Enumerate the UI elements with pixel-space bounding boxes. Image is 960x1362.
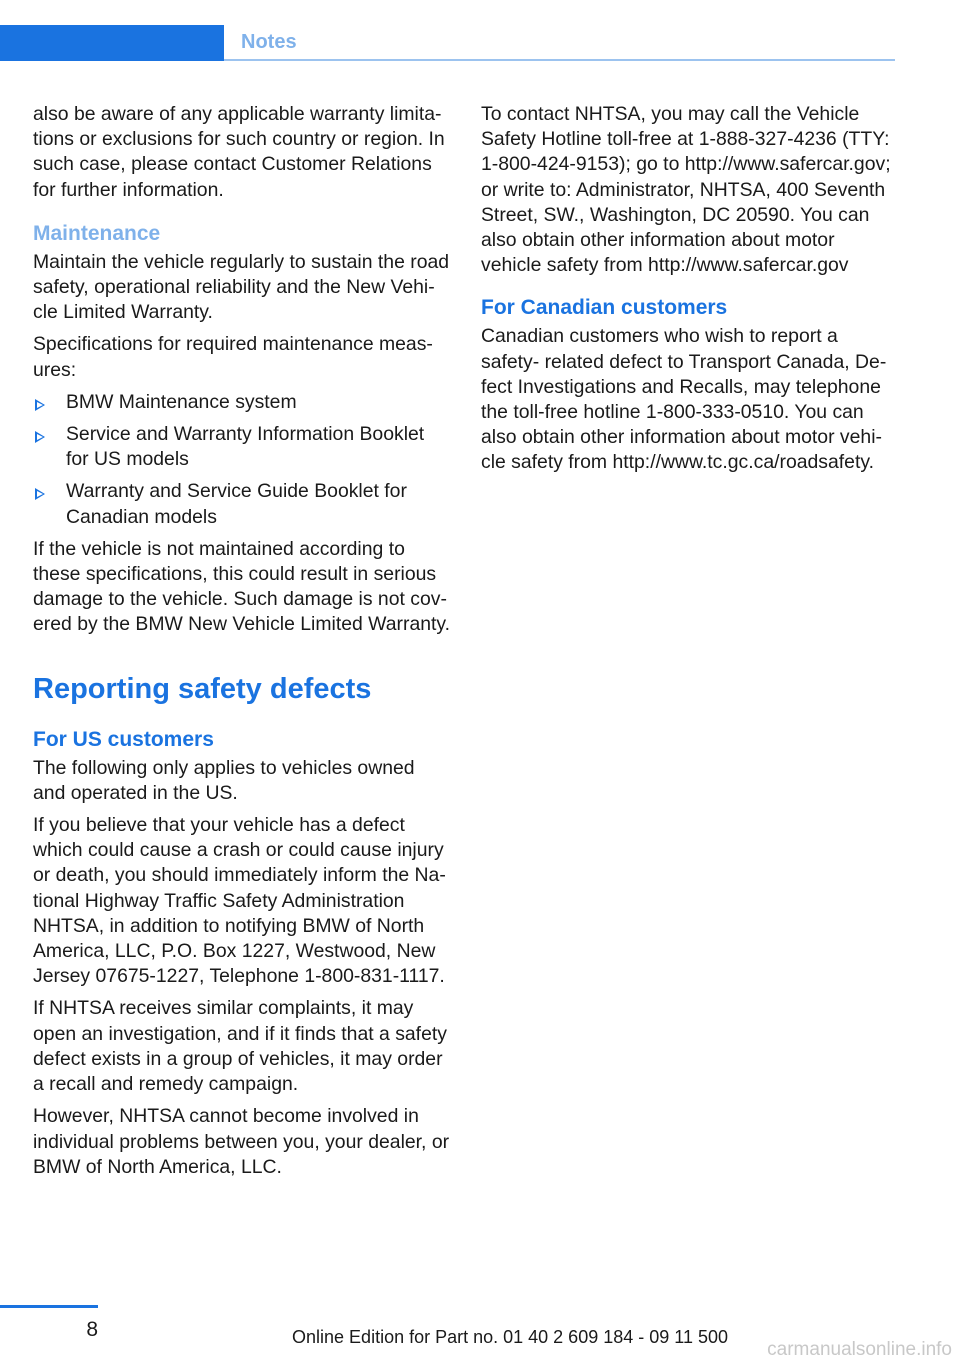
maintenance-paragraph-2: Specifications for required maintenance measures: (33, 333, 433, 381)
intro-paragraph: also be aware of any applicable warranty limitations or exclusions for such country or region. In such case, please contact Customer Relations for further information. (33, 103, 445, 201)
footer-rule (0, 1305, 98, 1308)
canadian-paragraph: Canadian customers who wish to report a safety- related defect to Transport Canada, Defect Investigations and Recalls, may telephone the toll-free hotline 1-800-333-0510. You can also obtain other information about motor vehicle safety from http://www.tc.gc.ca/roadsafety. (481, 325, 887, 474)
list-item (33, 479, 451, 529)
triangle-bullet-icon (35, 431, 45, 443)
nhtsa-contact-paragraph: To contact NHTSA, you may call the Vehicle Safety Hotline toll-free at 1-888-327-4236 (TTY: 1-800-424-9153); go to http://www.safercar.gov; or write to: Administrator, NHTSA, 400 Seventh Street, SW., Washington, DC 20590. You can also obtain other information about motor vehicle safety from http://www.safercar.gov (481, 103, 891, 277)
right-column (481, 102, 897, 483)
triangle-bullet-icon (35, 399, 45, 411)
reporting-heading: Reporting safety defects (33, 672, 372, 705)
list-item (33, 390, 451, 415)
list-item-text: Service and Warranty Information Booklet for US models (66, 423, 425, 471)
edition-text: Online Edition for Part no. 01 40 2 609 184 - 09 11 500 (292, 1327, 728, 1347)
left-column (33, 102, 451, 1187)
list-item (33, 422, 451, 472)
us-paragraph-1: The following only applies to vehicles owned and operated in the US. (33, 756, 415, 804)
us-paragraph-4: However, NHTSA cannot become involved in individual problems between you, your dealer, or BMW of North America, LLC. (33, 1105, 450, 1178)
header-rule (224, 59, 895, 61)
maintenance-paragraph-3: If the vehicle is not maintained according to these specifications, this could result in serious damage to the vehicle. Such damage is not covered by the BMW New Vehicle Limited Warranty. (33, 537, 451, 636)
us-paragraph-3: If NHTSA receives similar complaints, it may open an investigation, and if it finds that a safety defect exists in a group of vehicles, it may order a recall and remedy campaign. (33, 997, 447, 1096)
us-customers-heading: For US customers (33, 727, 214, 751)
us-paragraph-2: If you believe that your vehicle has a defect which could cause a crash or could cause injury or death, you should immediately inform the National Highway Traffic Safety Administration NHTSA, in addition to notifying BMW of North America, LLC, P.O. Box 1227, Westwood, New Jersey 07675-1227, Telephone 1-800-831-1117. (33, 814, 446, 988)
triangle-bullet-icon (35, 488, 45, 500)
page-number: 8 (86, 1318, 98, 1341)
watermark: carmanualsonline.info (767, 1339, 952, 1360)
maintenance-heading: Maintenance (33, 221, 161, 245)
list-item-text: Warranty and Service Guide Booklet for Canadian models (66, 480, 407, 528)
section-title: Notes (241, 31, 297, 53)
canadian-customers-heading: For Canadian customers (481, 296, 728, 320)
header-accent-bar (0, 25, 224, 61)
maintenance-list (33, 390, 451, 530)
maintenance-paragraph-1: Maintain the vehicle regularly to sustain the road safety, operational reliability and the New Vehicle Limited Warranty. (33, 250, 450, 324)
list-item-text: BMW Maintenance system (66, 390, 297, 413)
